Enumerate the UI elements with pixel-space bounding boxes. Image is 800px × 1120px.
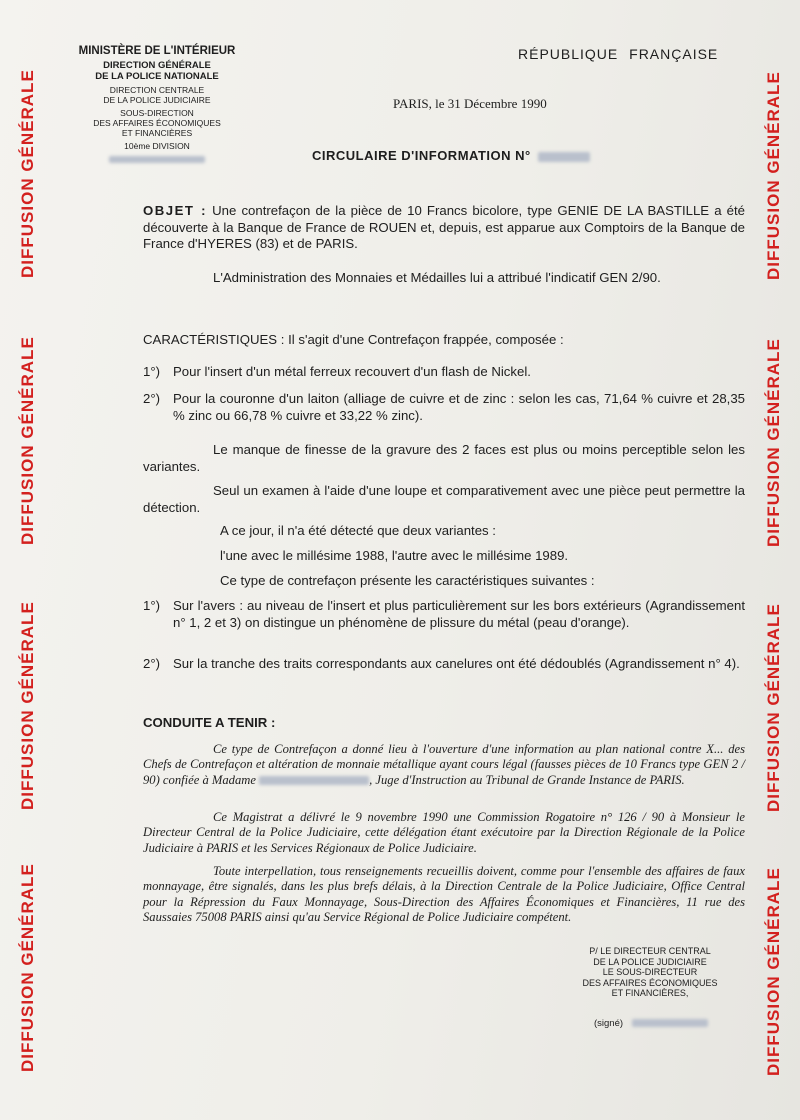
signature-block	[560, 946, 740, 999]
redacted-judge-name	[259, 776, 369, 785]
variants-paragraph: A ce jour, il n'a été détecté que deux variantes :	[220, 523, 496, 538]
feature-2-number: 2°)	[143, 656, 160, 671]
signature-line-5: ET FINANCIÈRES,	[611, 988, 689, 998]
ministry-name: MINISTÈRE DE L'INTÉRIEUR	[78, 45, 236, 57]
item-2-text: Pour la couronne d'un laiton (alliage de cuivre et de zinc : selon les cas, 71,64 % cuivre et 28,35 % zinc ou 66,78 % cuivre et 33,22 % zinc).	[173, 391, 745, 423]
redacted-reference	[109, 156, 205, 163]
central-line-1: DIRECTION CENTRALE	[109, 85, 205, 95]
subdirection-line-1: SOUS-DIRECTION	[120, 108, 194, 118]
division: 10ème DIVISION	[124, 141, 190, 151]
side-stamp-right-4: DIFFUSION GÉNÉRALE	[764, 867, 783, 1076]
loupe-paragraph: Seul un examen à l'aide d'une loupe et comparativement avec une pièce peut permettre la détection.	[143, 483, 745, 515]
signed-note	[594, 1018, 708, 1029]
conduite-paragraph-1	[143, 742, 745, 788]
central-line-2: DE LA POLICE JUDICIAIRE	[103, 95, 211, 105]
side-stamp-right-1: DIFFUSION GÉNÉRALE	[764, 71, 783, 280]
signature-line-2: DE LA POLICE JUDICIAIRE	[593, 956, 707, 967]
admin-paragraph: L'Administration des Monnaies et Médailles lui a attribué l'indicatif GEN 2/90.	[213, 270, 661, 285]
objet-paragraph	[143, 203, 745, 253]
place-date: PARIS, le 31 Décembre 1990	[393, 96, 547, 111]
finesse-paragraph: Le manque de finesse de la gravure des 2 faces est plus ou moins perceptible selon les variantes.	[143, 442, 745, 474]
signature-line-3: LE SOUS-DIRECTEUR	[602, 967, 698, 977]
conduite-label: CONDUITE A TENIR :	[143, 715, 276, 730]
side-stamp-right-3: DIFFUSION GÉNÉRALE	[764, 603, 783, 812]
redacted-circular-number	[538, 152, 590, 162]
characteristics-label: CARACTÉRISTIQUES :	[143, 332, 285, 347]
feature-1-number: 1°)	[143, 598, 160, 613]
objet-label: OBJET :	[143, 203, 207, 218]
circular-title-text: CIRCULAIRE D'INFORMATION N°	[312, 148, 531, 163]
signed-label: (signé)	[594, 1018, 624, 1029]
item-2-number: 2°)	[143, 391, 160, 406]
features-paragraph: Ce type de contrefaçon présente les caractéristiques suivantes :	[220, 573, 595, 588]
objet-text: Une contrefaçon de la pièce de 10 Francs bicolore, type GENIE DE LA BASTILLE a été découverte à la Banque de France de ROUEN et, depuis, est apparue aux Comptoirs de la Banque de France d'HYERES (83) et de PARIS.	[143, 203, 746, 251]
item-1-number: 1°)	[143, 364, 160, 379]
subdirection-line-3: ET FINANCIÈRES	[121, 128, 193, 138]
item-1-text: Pour l'insert d'un métal ferreux recouvert d'un flash de Nickel.	[173, 364, 531, 379]
subdirection-line-2: DES AFFAIRES ÉCONOMIQUES	[93, 118, 221, 128]
conduite-p1-part-a: Ce type de Contrefaçon a donné lieu à l'ouverture d'une information au plan national contre X... des Chefs de Contrefaçon et altération de monnaie métallique ayant cours légal (fausses pièces de 10 Francs type GEN 2 / 90) confiée à Madame	[143, 742, 745, 787]
side-stamp-left-4: DIFFUSION GÉNÉRALE	[18, 863, 37, 1072]
side-stamp-left-2: DIFFUSION GÉNÉRALE	[18, 336, 37, 545]
signature-line-1: P/ LE DIRECTEUR CENTRAL	[589, 946, 711, 956]
ministry-header	[62, 44, 252, 164]
characteristics-intro-text: Il s'agit d'une Contrefaçon frappée, composée :	[288, 332, 564, 347]
directorate-line-2: DE LA POLICE NATIONALE	[95, 71, 219, 82]
redacted-signatory	[632, 1019, 708, 1027]
directorate-line-1: DIRECTION GÉNÉRALE	[103, 60, 211, 71]
feature-1-text: Sur l'avers : au niveau de l'insert et plus particulièrement sur les bors extérieurs (Agrandissement n° 1, 2 et 3) on distingue un phénomène de plissure du métal (peau d'orange).	[173, 598, 745, 630]
circular-title	[312, 148, 590, 163]
side-stamp-left-3: DIFFUSION GÉNÉRALE	[18, 601, 37, 810]
side-stamp-right-2: DIFFUSION GÉNÉRALE	[764, 338, 783, 547]
signature-line-4: DES AFFAIRES ÉCONOMIQUES	[582, 977, 718, 988]
millesime-paragraph: l'une avec le millésime 1988, l'autre avec le millésime 1989.	[220, 548, 569, 563]
republic-heading: RÉPUBLIQUE FRANÇAISE	[518, 46, 719, 62]
conduite-paragraph-3: Toute interpellation, tous renseignements recueillis doivent, comme pour l'ensemble des affaires de faux monnayage, être signalés, dans les plus brefs délais, à la Direction Centrale de la Police Judiciaire, Office Central pour la Répression du Faux Monnayage, Sous-Direction des Affaires Économiques et Financières, 11 rue des Saussaies 75008 PARIS ainsi qu'au Service Régional de Police Judiciaire compétent.	[143, 864, 745, 925]
conduite-paragraph-2: Ce Magistrat a délivré le 9 novembre 1990 une Commission Rogatoire n° 126 / 90 à Monsieur le Directeur Central de la Police Judiciaire, cette délégation étant exécutoire par la Direction Régionale de la Police Judiciaire à PARIS et les Services Régionaux de Police Judiciaire.	[143, 810, 745, 855]
conduite-p1-part-b: , Juge d'Instruction au Tribunal de Grande Instance de PARIS.	[369, 772, 685, 787]
side-stamp-left-1: DIFFUSION GÉNÉRALE	[18, 69, 37, 278]
feature-2-text: Sur la tranche des traits correspondants aux canelures ont été dédoublés (Agrandissement n° 4).	[173, 656, 740, 671]
characteristics-intro	[143, 332, 745, 349]
